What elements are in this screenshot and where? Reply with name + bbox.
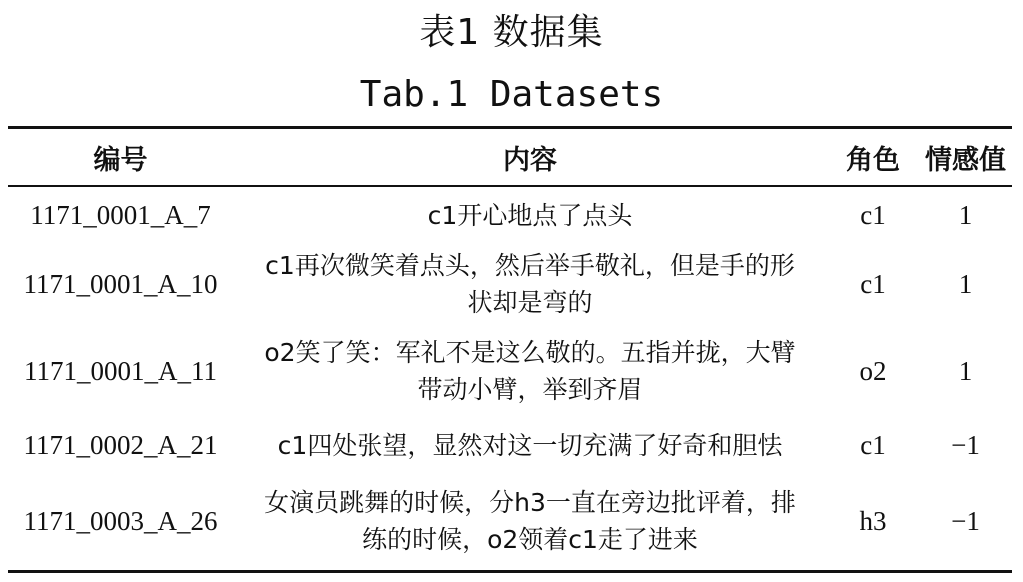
cell-value: 1: [958, 199, 973, 230]
cell-id: 1171_0001_A_10: [23, 268, 218, 299]
bottom-rule: [8, 570, 1012, 573]
cell-id: 1171_0003_A_26: [23, 505, 218, 536]
cell-value: −1: [951, 429, 980, 460]
cell-content: c1再次微笑着点头，然后举手敬礼，但是手的形状却是弯的: [265, 251, 795, 317]
table-row: [8, 187, 1012, 243]
cell-value: −1: [951, 505, 980, 536]
cell-role: h3: [859, 505, 887, 536]
cell-role: o2: [859, 355, 887, 386]
cell-id: 1171_0001_A_7: [30, 199, 211, 230]
table-header-row: [8, 129, 1012, 185]
table-body: [8, 187, 1012, 569]
cell-content: c1开心地点了点头: [427, 200, 633, 230]
table-row: [8, 325, 1012, 417]
cell-role: c1: [860, 199, 886, 230]
table-row: [8, 417, 1012, 473]
table-title-english: Tab.1 Datasets: [359, 74, 664, 115]
header-content: 内容: [503, 144, 557, 176]
header-id: 编号: [93, 144, 148, 176]
cell-id: 1171_0002_A_21: [23, 429, 218, 460]
table-row: [8, 243, 1012, 325]
cell-content: c1四处张望，显然对这一切充满了好奇和胆怯: [277, 430, 783, 460]
header-value: 情感值: [925, 144, 1006, 176]
cell-role: c1: [860, 429, 886, 460]
cell-value: 1: [958, 268, 973, 299]
header-role: 角色: [846, 144, 900, 176]
table-row: [8, 473, 1012, 569]
cell-content: o2笑了笑：军礼不是这么敬的。五指并拢，大臂带动小臂，举到齐眉: [264, 338, 796, 404]
table-title-chinese: 表1 数据集: [419, 12, 604, 53]
cell-value: 1: [958, 355, 973, 386]
cell-content: 女演员跳舞的时候，分h3一直在旁边批评着，排练的时候，o2领着c1走了进来: [264, 488, 796, 554]
cell-id: 1171_0001_A_11: [24, 355, 217, 386]
cell-role: c1: [860, 268, 886, 299]
